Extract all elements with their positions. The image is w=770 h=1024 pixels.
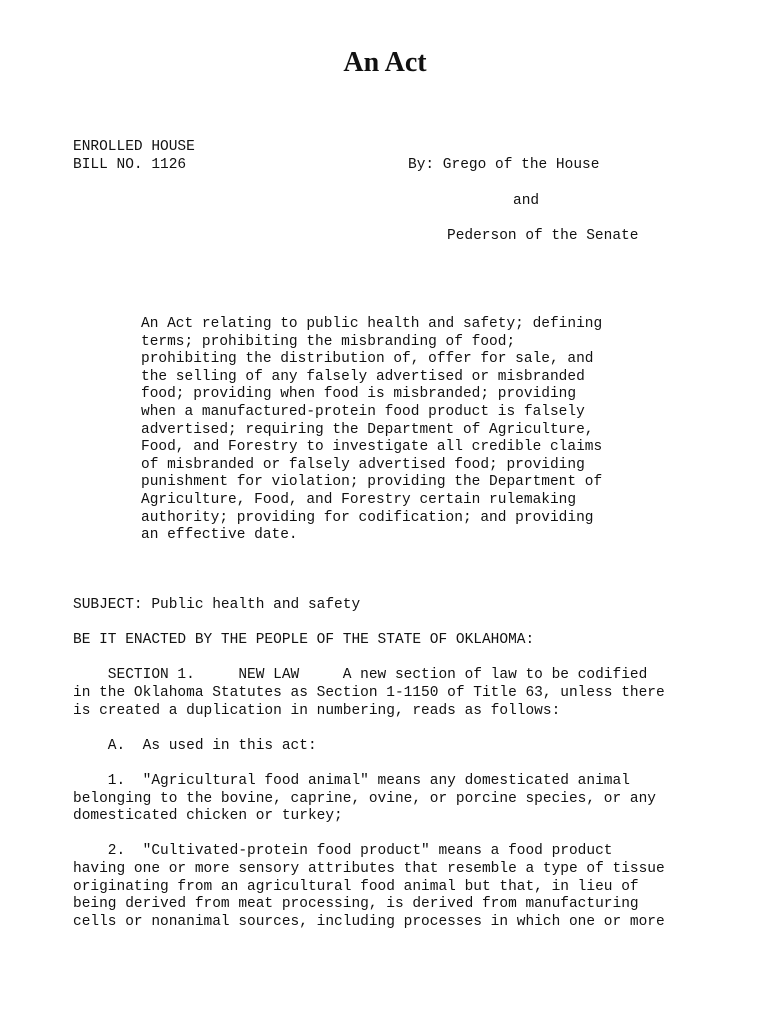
- document-title: An Act: [343, 47, 427, 78]
- bill-line-enrolled: ENROLLED HOUSE: [73, 139, 195, 155]
- bill-number-block: [73, 139, 195, 174]
- bill-line-number: BILL NO. 1126: [73, 156, 187, 173]
- sponsor-and: and: [513, 193, 540, 209]
- sponsor-senate: Pederson of the Senate: [447, 228, 639, 244]
- sponsor-house: By: Grego of the House: [408, 157, 600, 173]
- act-body-text: SUBJECT: Public health and safety BE IT ENACTED BY THE PEOPLE OF THE STATE OF OKLAHOMA: SECTION 1. NEW LAW A new section of law to be codified in the Oklahoma Statutes as Section 1-1150 of Title 63, unless there is created a duplication in numbering, reads as follows: A. As used in this act: 1. "Agricultural food animal" means any domesticated animal belonging to the bovine, caprine, ovine, or porcine species, or any domesticated chicken or turkey; 2. "Cultivated-protein food product" means a food product having one or more sensory attributes that resemble a type of tissue originating from an agricultural food animal but that, in lieu of being derived from meat processing, is derived from manufacturing cells or nonanimal sources, including processes in which one or more: [73, 597, 665, 930]
- act-abstract: An Act relating to public health and safety; defining terms; prohibiting the misbranding of food; prohibiting the distribution of, offer for sale, and the selling of any falsely advertised or misbranded food; providing when food is misbranded; providing when a manufactured-protein food product is falsely advertised; requiring the Department of Agriculture, Food, and Forestry to investigate all credible claims of misbranded or falsely advertised food; providing punishment for violation; providing the Department of Agriculture, Food, and Forestry certain rulemaking authority; providing for codification; and providing an effective date.: [141, 316, 603, 544]
